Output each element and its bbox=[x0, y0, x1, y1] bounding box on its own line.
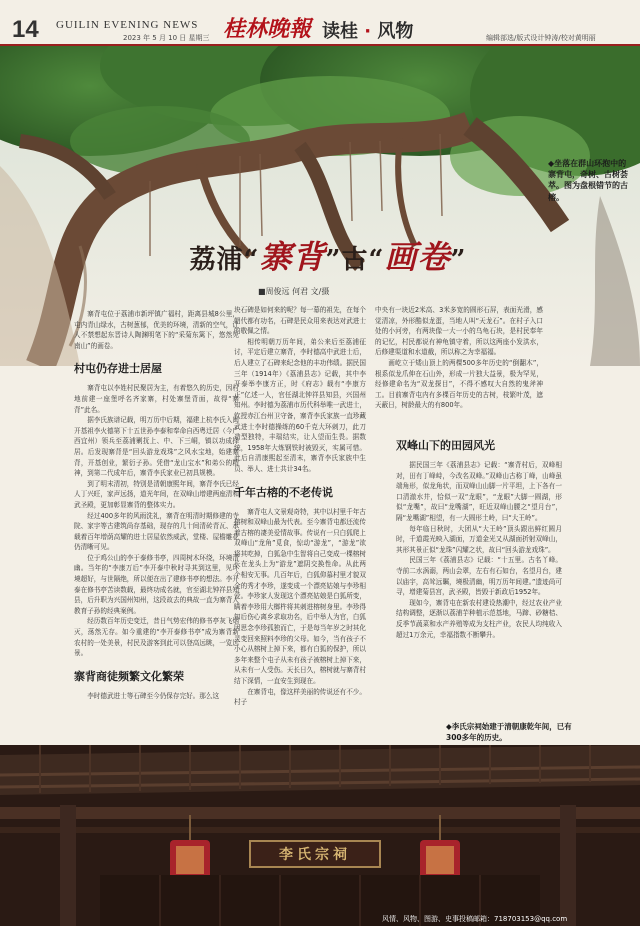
paragraph: 中央有一块近2米高、3米多宽的圆形石屏，表面光滑，感觉清凉，外形酷似龙蛋，当地人叫“天龙石”。在村子入口处的小河旁，有两块像一大一小的乌龟石块，是村民奉年的记忆，村民都说有神龟镇守着，所以这两座小发洪水，后修建渠道和水道截，所以称之为幸福福。 bbox=[375, 306, 543, 357]
paragraph: 李时德武进士等石碑至今仍保存完好。那么这 bbox=[87, 691, 220, 700]
photo-caption-bottom: ◆李氏宗祠始建于清朝康乾年间，已有300多年的历史。 bbox=[446, 722, 572, 742]
masthead bbox=[0, 0, 640, 46]
english-title: GUILIN EVENING NEWS bbox=[56, 19, 199, 31]
page-number: 14 bbox=[12, 16, 39, 43]
ancestral-hall-signboard: 李氏宗祠 bbox=[279, 847, 351, 863]
publish-date: 2023 年 5 月 10 日 星期三 bbox=[123, 34, 210, 42]
paragraph: 现如今，寨背屯在新农村建设热潮中，经过农业产业结构调整，逐渐以荔浦芋种植示范基地，马蹄、砂糖桔、反季节蔬菜和水产养殖等成为支柱产业，农民人均纯收入超过1万余元，幸福指数不断攀升。 bbox=[396, 598, 562, 639]
article-column-1 bbox=[74, 309, 239, 701]
paragraph: 相传明朝万历年间，弟公来后至荔浦征讨，平定后建立寨背，李时德高中武进士后，后人建立了石碑来纪念他的丰功伟绩。据民国三年（1914年）《荔浦县志》记载，其中李开泰举李康方正，时《府志》载有“李康方正”亿述一人，官任湖北钟祥县知县，兴国州知州。李时德为荔浦市历代科举唯一武进士，钦授赤江台州卫守备，寨背李氏家族一直珍藏武进士李时德操练的60千克大环刺刀，此刀造型独特，丰瑞结实，让人望而生畏。据数统，1958年大炼钢铁时被毁灭，实属可惜。此后自清康熙起至清末，寨背李氏家族中生员、举人、进士共计34名。 bbox=[234, 337, 366, 473]
title-part-3: ” bbox=[450, 245, 467, 275]
byline: ■周俊远 何君 文/摄 bbox=[258, 287, 330, 296]
paragraph: 寨背屯以李姓村民聚居为主，有着悠久的历史，因村地前建一座堡呼名齐家寨，村处寨堡背面，故得“寨背”此名。 bbox=[74, 384, 239, 414]
article-column-2 bbox=[234, 305, 366, 708]
paragraph: 经历数百年历史变迁，昔日气势宏伟的修书亭灰飞烟灭，荡然无存。如今重建的“李开泰修书亭”成为寨背新农村的一处美景，村民及游客到此可以登高远眺，一览远景。 bbox=[74, 617, 239, 658]
subheading: 村屯仍存进士居屋 bbox=[74, 362, 162, 376]
paragraph: 据民国三年《荔浦县志》记载：“寨背村后，双峰相对，田有丁峰峙，今改名双峰。”双峰山古称丁峰，山峰虽端角形，似龙角状，而双峰山山脚一片平坦，上下各有一口清澈水井，恰似一双“龙眼”，“龙眼”大脚一圆湖，形似“龙嘴”，故曰“龙嘴湖”，旺近双峰山腰之“望月台”，隔“龙嘴湖”相望，有一大圆形土岭，曰“大王岭”。 bbox=[396, 461, 562, 522]
paragraph: 民国三年《荔浦县志》记载：“十五里。古名丫峰。寺前二水涡溺，两山会翠，左右有石如台，名望月台，建以庙宇，高耸远瞩，境极清幽，明万历年间建。”遗迹尚可寻，增建菊县宫，武圣殿，皆毁于新政后1952年。 bbox=[396, 556, 562, 597]
title-emphasis-1: 寨背 bbox=[259, 238, 326, 276]
article-column-3 bbox=[375, 305, 543, 411]
article-column-4 bbox=[396, 428, 562, 640]
paragraph: 画屹立于矮山顶上的两棵500多年历史的“倒翻木”，根系似龙爪伸在石山外，形成一片独大益景，极为罕见，经修建命名为“双龙探目”，不得不感叹大自然的鬼斧神工。目前寨背屯内有多棵百年历史的古树，枝繁叶茂，遮天蔽日，树龄最大的有800年。 bbox=[375, 358, 543, 410]
paragraph: 寨背屯人文景观奇特，其中以村里千年古榕树和双峰山最为代表。至今寨背屯都还流传着古榕的凄美爱情故事。传说有一只白狐爬上双峰山“龙角”觅食，惊动“游龙”，“游龙”欲将其吃掉，白狐急中生智将自己变成一棵榕树长在龙头上为“游龙”遮阴交换性命。从此两个相安无事。几百年后，白狐仰慕村里才貌双全的秀才李珍，遂变成一个漂亮姑娘与李珍相爱。李珍家人发现这个漂亮姑娘是白狐所变，瞒着李珍用大榔杵将其刺进榕树身里。李珍得知后伤心离乡求取功名，后中举人为官，白狐因思念李珍孤独而亡，于是每当年岁之时其化灵变回来照料李珍的父母。如今，当有孩子不小心从榕树上掉下来，都有白狐的保护，所以多年来整个屯子从未有孩子被榕树上掉下来，从未有一人受伤。天长日久，榕树就与寨背村结下深情，一直安生到现在。 bbox=[234, 507, 366, 685]
paragraph: 据李氏族谱记载，明万历中后期，福建上杭李氏入闽开基祖李火德第下十五世孙李泰和奉命自西粤迁居（今广西宜州）领兵至荔浦剿抚上、中、下三峒，镇以功成择居。后发现寨背是“回头游龙戏珠”之风水宝地，始建寨背，开基创业，繁衍子孙。凭借“龙山宝水”和弟公的精神，到第二代成年后，寨背李氏家业已初具规模。 bbox=[74, 416, 239, 478]
brand-logo: 桂林晚報 bbox=[223, 16, 312, 42]
subheading: 双峰山下的田园风光 bbox=[396, 439, 495, 452]
paragraph: 到了明末清初，特别是清朝康熙年间，寨背李氏已经人丁兴旺，家声远扬，道光年间，在双峰山增建两座清和武圣殿，更加彰显寨背的整体实力。 bbox=[74, 479, 239, 509]
title-part-1: 荔浦“ bbox=[189, 245, 260, 275]
paragraph: 在寨背屯，像这样美丽的传说还有不少。村子 bbox=[234, 687, 366, 707]
submission-email: 风情、风物、图游、史事投稿邮箱：718703153@qq.com bbox=[382, 915, 568, 923]
section-label: 读桂 bbox=[322, 21, 358, 42]
subheading: 千年古榕的不老传说 bbox=[234, 485, 333, 499]
paragraph: 位于鸡公山的李于泰修书亭，四周树木环绕，环境清幽。当年的“李康万后”李开泰中秋时寻其到这里，见环境超好，与世隔绝，所以便在出了建修书亭的想法。李开泰在修书亭苦读数载，最终功成名就，官至湖北钟祥县知县，后升职为兴国州知州，这段故去的典故一直为寨背人教育子孙的经典案例。 bbox=[74, 553, 239, 615]
photo-caption-top: ◆坐落在群山环抱中的寨背屯，奇树、古树荟萃。图为盘根错节的古榕。 bbox=[548, 159, 628, 202]
paragraph: 经过400多年的风雨洗礼，寨背在明清时期修建的寺院、家宇等古建筑尚存基础，现存的几十间清砖青瓦、承载着百年增荫高耀的进士居屋依然威武，堂楼、屋檐雕花仍清晰可见。 bbox=[74, 511, 239, 552]
editors-credit: 编辑部选/版式设计钟涛/校对黄明丽 bbox=[486, 34, 596, 42]
ancestral-hall-photo bbox=[0, 745, 640, 926]
paragraph: 块石碑是如何来的呢？每一幕的祖先，在每个朝代都有功名，石碑是民众用来表达对武进士的敬佩之情。 bbox=[234, 306, 366, 336]
paragraph: 寨背屯位于荔浦市新坪镇广福村，距离县城8公里，屯内青山绿水，古树葱郁，优美的环境，清新的空气，让人不禁想起东晋诗人陶渊明笔下的“采菊东篱下，悠然见南山”的画卷。 bbox=[74, 310, 239, 350]
subheading: 寨背商徒频繁文化繁荣 bbox=[74, 669, 184, 683]
article-title bbox=[168, 232, 488, 278]
paragraph: 每年临日秋时，大团从“大王岭”顶头跟出鲜红圆月时，千道霞光映入湖面，万道金光又从湖面折射双峰山，其形其景正似“龙珠”闪耀之状，故曰“回头游龙戏珠”。 bbox=[396, 524, 562, 554]
title-emphasis-2: 画卷 bbox=[384, 238, 451, 276]
section-title: 读桂 · 风物 bbox=[322, 21, 414, 42]
section-sub: 风物 bbox=[377, 21, 414, 42]
title-part-2: ”古“ bbox=[325, 245, 385, 275]
